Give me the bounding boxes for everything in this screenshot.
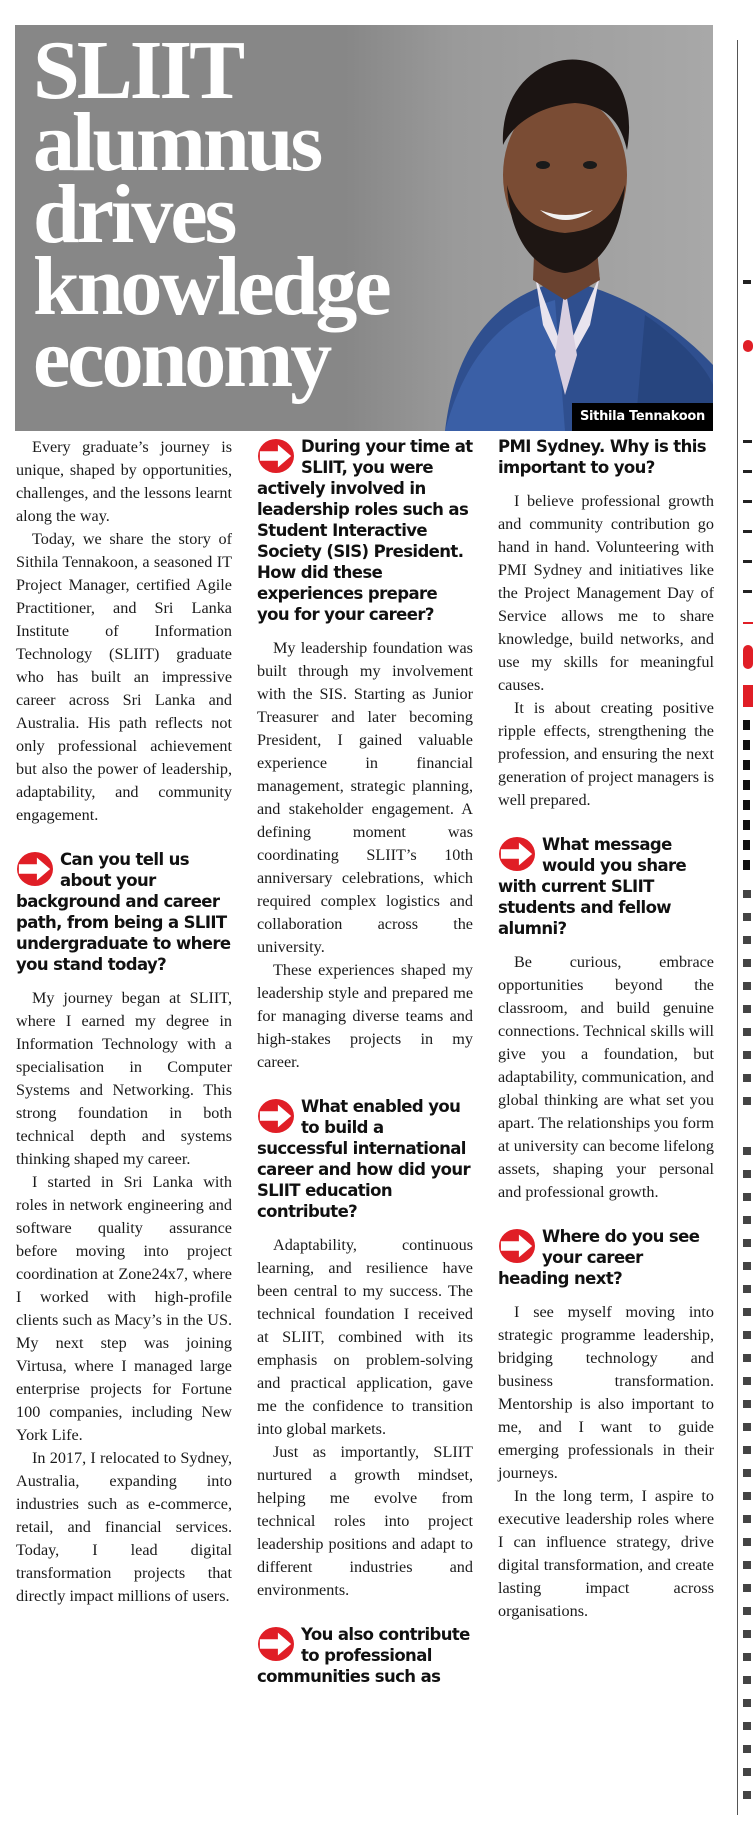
question-text: You also contribute to professional communities such as	[257, 1625, 470, 1686]
question-heading	[257, 1096, 473, 1222]
headline-line: SLIIT	[33, 25, 243, 117]
column-divider	[737, 40, 738, 1815]
answer-paragraph: My leadership foundation was built through my involvement with the SIS. Starting as Junior Treasurer and later becoming President, I gained valuable experience in financial management, strategic planning, and stakeholder engagement. A defining moment was coordinating SLIIT’s 10th anniversary celebrations, which required complex logistics and collaboration across the university.	[257, 639, 473, 956]
answer-paragraph: In 2017, I relocated to Sydney, Australia, expanding into industries such as e-commerce, retail, and financial services. Today, I lead digital transformation projects that directly impact millions of users.	[16, 1449, 232, 1605]
question-text: Can you tell us about your background and career path, from being a SLIIT undergraduate to where you stand today?	[16, 850, 231, 974]
answer-paragraph: I started in Sri Lanka with roles in network engineering and software quality assurance before moving into project coordination at Zone24x7, where I worked with high-profile clients such as Macy’s in the US. My next step was joining Virtusa, where I managed large enterprise projects for Fortune 100 companies, including New York Life.	[16, 1173, 232, 1444]
question-heading-continued	[498, 436, 714, 478]
question-heading	[498, 834, 714, 939]
question-text: What message would you share with current SLIIT students and fellow alumni?	[498, 835, 687, 938]
headline	[33, 25, 389, 405]
hero-banner	[15, 25, 713, 431]
question-heading	[16, 849, 232, 975]
red-arrow-circle-icon	[257, 438, 295, 474]
question-heading	[257, 1624, 473, 1687]
article-column-3	[498, 436, 714, 1623]
answer-paragraph: It is about creating positive ripple effects, strengthening the profession, and ensuring the next generation of project managers is well prepared.	[498, 699, 714, 809]
red-arrow-circle-icon	[257, 1626, 295, 1662]
question-text: PMI Sydney. Why is this important to you?	[498, 437, 707, 477]
portrait-photo	[415, 25, 713, 431]
headline-line: knowledge	[33, 240, 389, 333]
question-heading	[257, 436, 473, 625]
headline-line: alumnus	[33, 96, 321, 189]
answer-paragraph: My journey began at SLIIT, where I earned my degree in Information Technology with a specialisation in Computer Systems and Networking. This strong foundation in both technical depth and systems thinking shaped my career.	[16, 989, 232, 1168]
answer-paragraph: Be curious, embrace opportunities beyond the classroom, and build genuine connections. Technical skills will give you a foundation, but adaptability, communication, and global thinking are what set you apart. The relationships you form at university can become lifelong assets, shaping your personal and professional growth.	[498, 953, 714, 1201]
red-arrow-circle-icon	[498, 836, 536, 872]
question-heading	[498, 1226, 714, 1289]
answer-paragraph: I believe professional growth and community contribution go hand in hand. Volunteering with PMI Sydney and initiatives like the Project Management Day of Service allows me to share knowledge, build networks, and use my skills for meaningful causes.	[498, 492, 714, 694]
answer-paragraph: I see myself moving into strategic programme leadership, bridging technology and business transformation. Mentorship is also important to me, and I want to guide emerging professionals in their journeys.	[498, 1303, 714, 1482]
question-text: What enabled you to build a successful international career and how did your SLIIT education contribute?	[257, 1097, 471, 1221]
intro-paragraph: Every graduate’s journey is unique, shaped by opportunities, challenges, and the lessons learnt along the way.	[16, 438, 232, 525]
answer-paragraph: Just as importantly, SLIIT nurtured a growth mindset, helping me evolve from technical roles into project leadership positions and adapt to different industries and environments.	[257, 1443, 473, 1599]
article-column-1	[16, 436, 232, 1608]
article-column-2	[257, 436, 473, 1699]
answer-paragraph: In the long term, I aspire to executive leadership roles where I can influence strategy, drive digital transformation, and create lasting impact across organisations.	[498, 1487, 714, 1620]
answer-paragraph: These experiences shaped my leadership style and prepared me for managing diverse teams and high-stakes projects in my career.	[257, 961, 473, 1071]
red-arrow-circle-icon	[498, 1228, 536, 1264]
question-text: Where do you see your career heading next?	[498, 1227, 700, 1288]
adjacent-article-clipped	[741, 40, 753, 1820]
question-text: During your time at SLIIT, you were actively involved in leadership roles such as Student Interactive Society (SIS) President. How did these experiences prepare you for your career?	[257, 437, 473, 624]
photo-caption: Sithila Tennakoon	[572, 403, 713, 431]
red-arrow-circle-icon	[16, 851, 54, 887]
answer-paragraph: Adaptability, continuous learning, and resilience have been central to my success. The technical foundation I received at SLIIT, combined with its emphasis on problem-solving and practical application, gave me the confidence to transition into global markets.	[257, 1236, 473, 1438]
red-arrow-circle-icon	[257, 1098, 295, 1134]
intro-paragraph: Today, we share the story of Sithila Tennakoon, a seasoned IT Project Manager, certified Agile Practitioner, and Sri Lanka Institute of Information Technology (SLIIT) graduate who has built an impressive career across Sri Lanka and Australia. His path reflects not only professional achievement but also the power of leadership, adaptability, and community engagement.	[16, 530, 232, 824]
headline-line: economy	[33, 312, 330, 405]
headline-line: drives	[33, 168, 235, 261]
